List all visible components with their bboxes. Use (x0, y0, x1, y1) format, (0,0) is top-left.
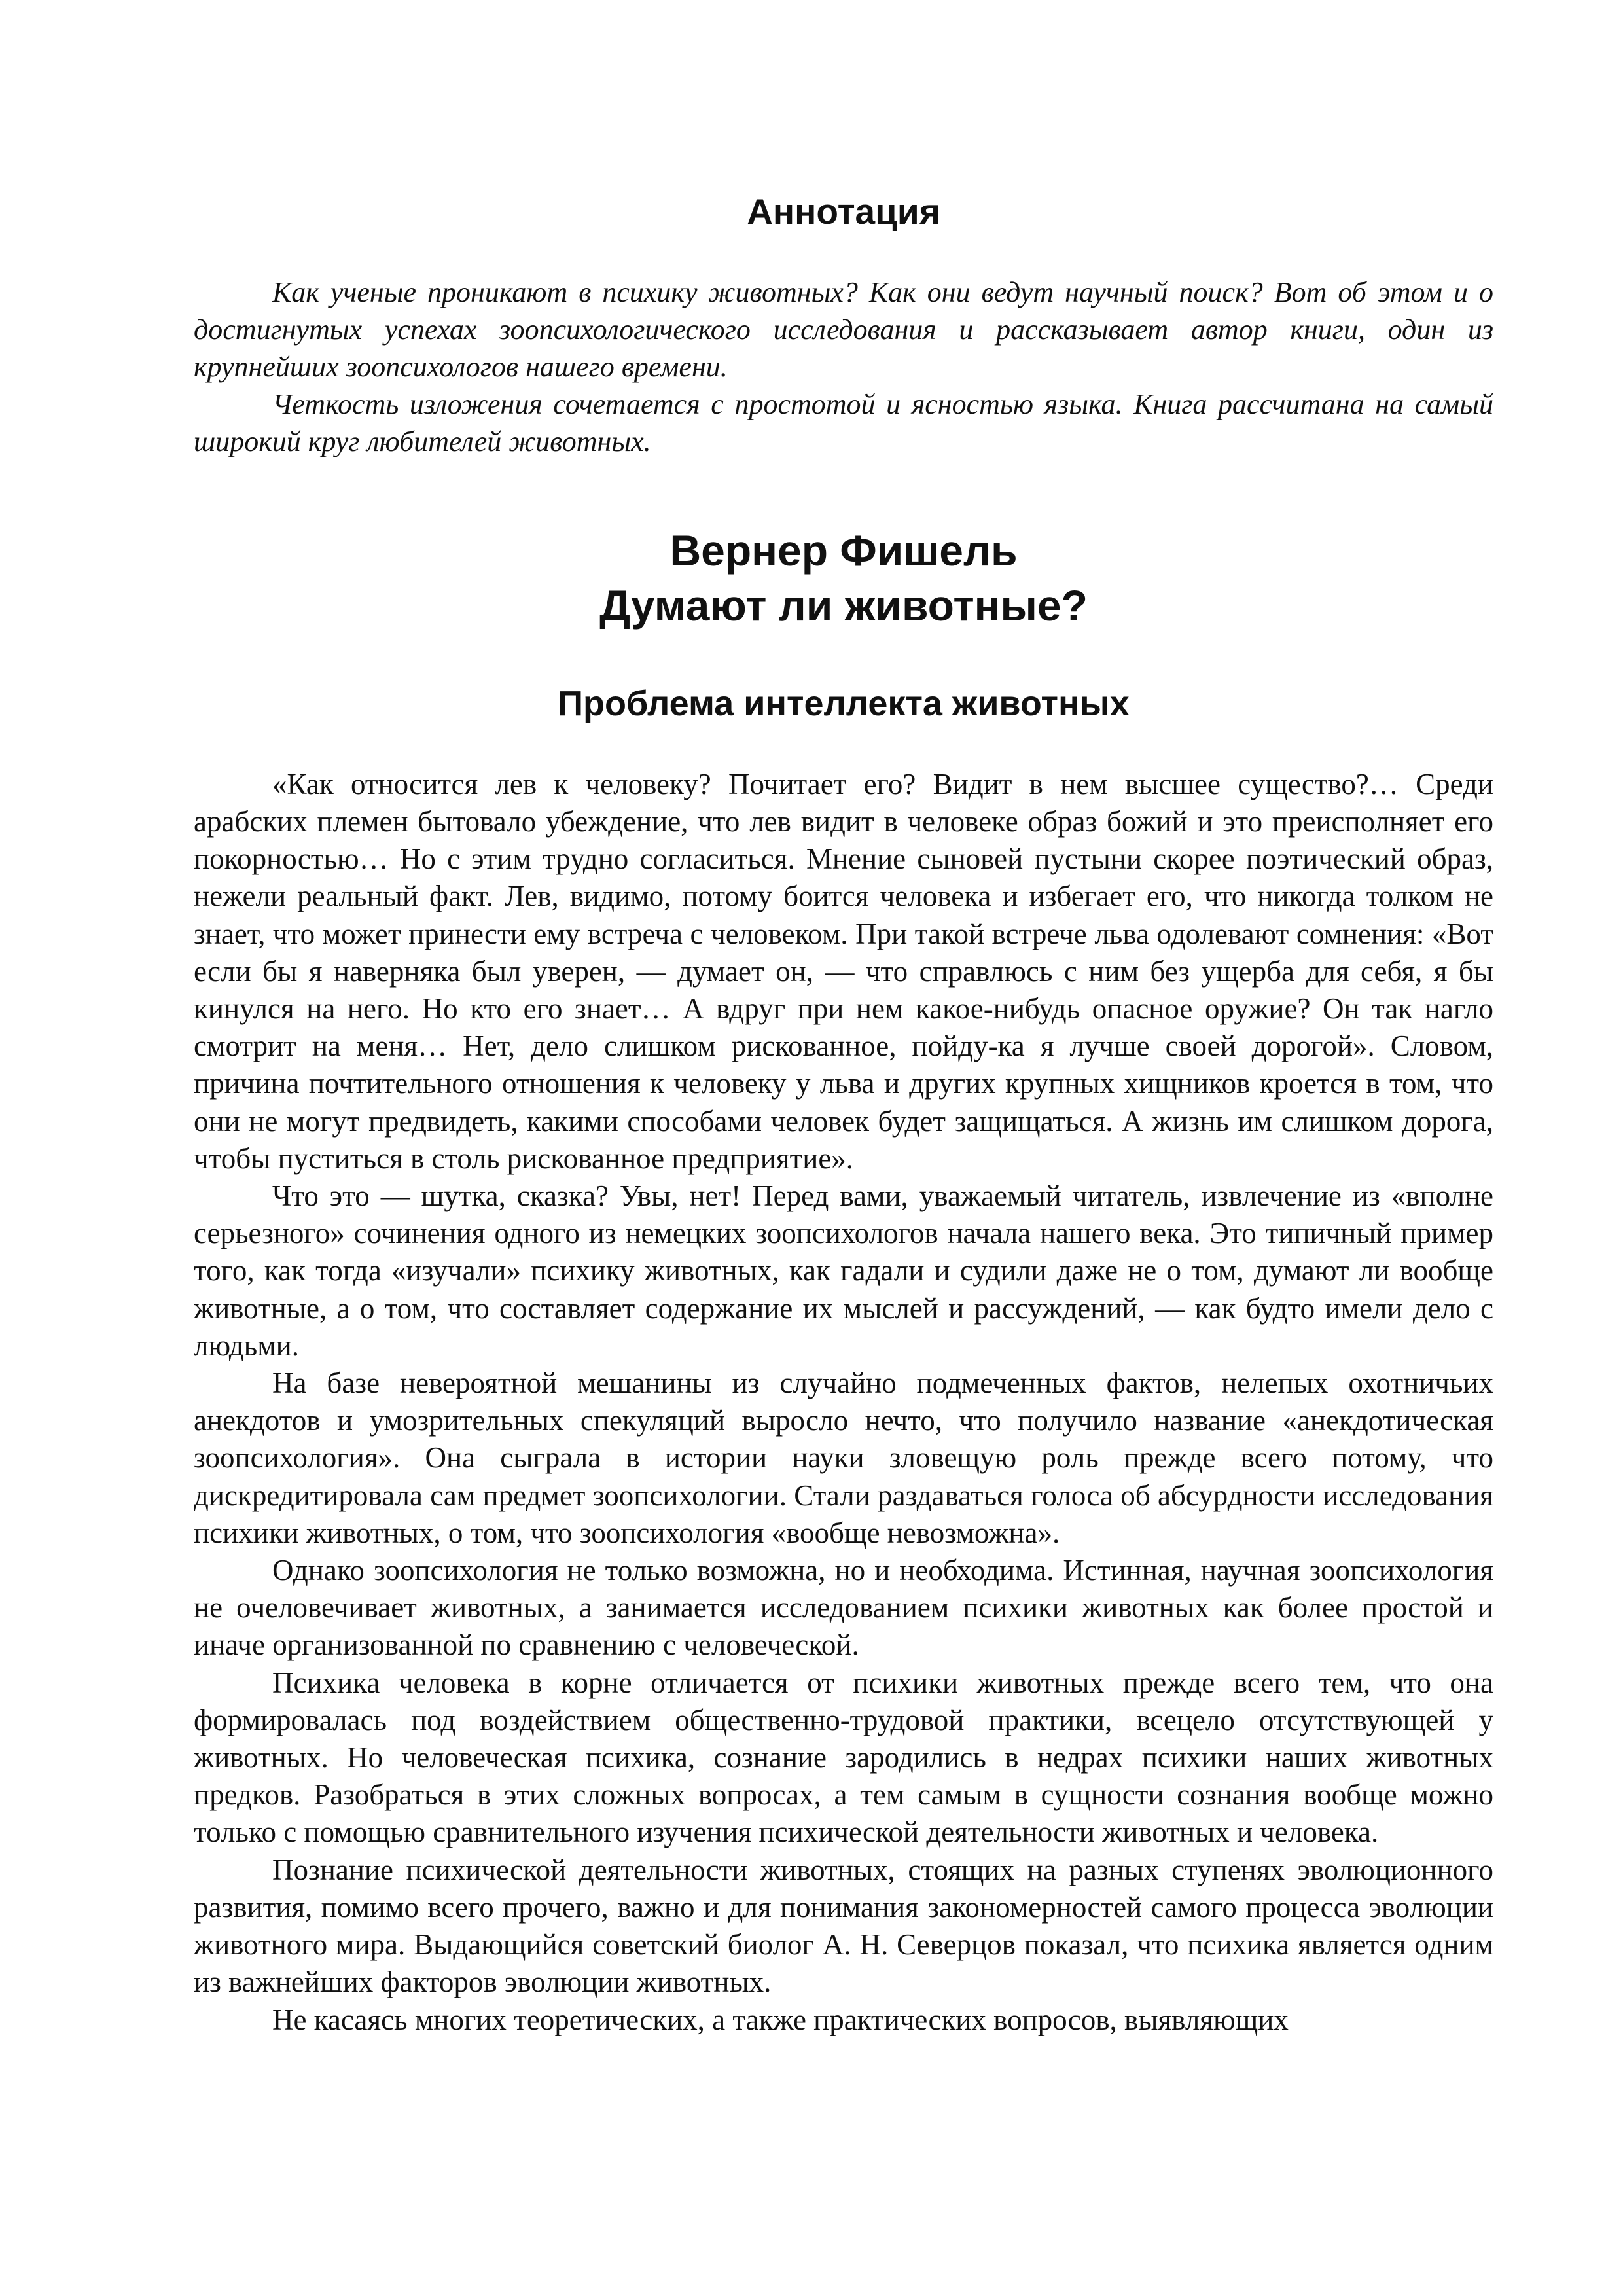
body-paragraph: Однако зоопсихология не только возможна, но и необходима. Истинная, научная зоопсихология не очеловечивает животных, а занимается исследованием психики животных как более простой и иначе организованной по сравнению с человеческой. (194, 1554, 1493, 1662)
body-paragraph: Психика человека в корне отличается от психики животных прежде всего тем, что она формировалась под воздействием общественно-трудовой практики, всецело отсутствующей у животных. Но человеческая психика, сознание зародились в недрах психики наших животных предков. Разобраться в этих сложных вопросах, а тем самым в сущности сознания вообще можно только с помощью сравнительного изучения психической деятельности животных и человека. (194, 1666, 1493, 1849)
annotation-paragraph: Как ученые проникают в психику животных? Как они ведут научный поиск? Вот об этом и о достигнутых успехах зоопсихологического исследования и рассказывает автор книги, один из крупнейших зоопсихологов нашего времени. (194, 276, 1493, 383)
annotation-text (194, 274, 1493, 460)
body-paragraph: Не касаясь многих теоретических, а также практических вопросов, выявляющих (272, 2003, 1289, 2036)
book-title-block (194, 523, 1493, 633)
section-heading: Проблема интеллекта животных (558, 684, 1130, 723)
body-paragraph: «Как относится лев к человеку? Почитает его? Видит в нем высшее существо?… Среди арабских племен бытовало убеждение, что лев видит в человеке образ божий и это преисполняет его покорностью… Но с этим трудно согласиться. Мнение сыновей пустыни скорее поэтический образ, нежели реальный факт. Лев, видимо, потому боится человека и избегает его, что никогда толком не знает, что может принести ему встреча с человеком. При такой встрече льва одолевают сомнения: «Вот если бы я наверняка был уверен, — думает он, — что справлюсь с ним без ущерба для себя, я бы кинулся на него. Но кто его знает… А вдруг при нем какое-нибудь опасное оружие? Он так нагло смотрит на меня… Нет, дело слишком рискованное, пойду-ка я лучше своей дорогой». Словом, причина почтительного отношения к человеку у льва и других крупных хищников кроется в том, что они не могут предвидеть, какими способами человек будет защищаться. А жизнь им слишком дорога, чтобы пуститься в столь рискованное предприятие». (194, 767, 1493, 1175)
body-paragraph: На базе невероятной мешанины из случайно подмеченных фактов, нелепых охотничьих анекдотов и умозрительных спекуляций выросло нечто, что получило название «анекдотическая зоопсихология». Она сыграла в истории науки зловещую роль прежде всего потому, что дискредитировала сам предмет зоопсихологии. Стали раздаваться голоса об абсурдности исследования психики животных, о том, что зоопсихология «вообще невозможна». (194, 1367, 1493, 1549)
body-paragraph: Что это — шутка, сказка? Увы, нет! Перед вами, уважаемый читатель, извлечение из «вполне серьезного» сочинения одного из немецких зоопсихологов начала нашего века. Это типичный пример того, как тогда «изучали» психику животных, как гадали и судили даже не о том, думают ли вообще животные, а о том, что составляет содержание их мыслей и рассуждений, — как будто имели дело с людьми. (194, 1179, 1493, 1362)
document-page (194, 190, 1493, 2039)
book-title: Думают ли животные? (599, 581, 1088, 630)
book-author: Вернер Фишель (669, 526, 1018, 575)
annotation-heading: Аннотация (747, 191, 940, 232)
section-body (194, 766, 1493, 2039)
annotation-paragraph: Четкость изложения сочетается с простотой и ясностью языка. Книга рассчитана на самый широкий круг любителей животных. (194, 388, 1493, 457)
body-paragraph: Познание психической деятельности животных, стоящих на разных ступенях эволюционного развития, помимо всего прочего, важно и для понимания закономерностей самого процесса эволюции животного мира. Выдающийся советский биолог А. Н. Северцов показал, что психика является одним из важнейших факторов эволюции животных. (194, 1853, 1493, 1999)
